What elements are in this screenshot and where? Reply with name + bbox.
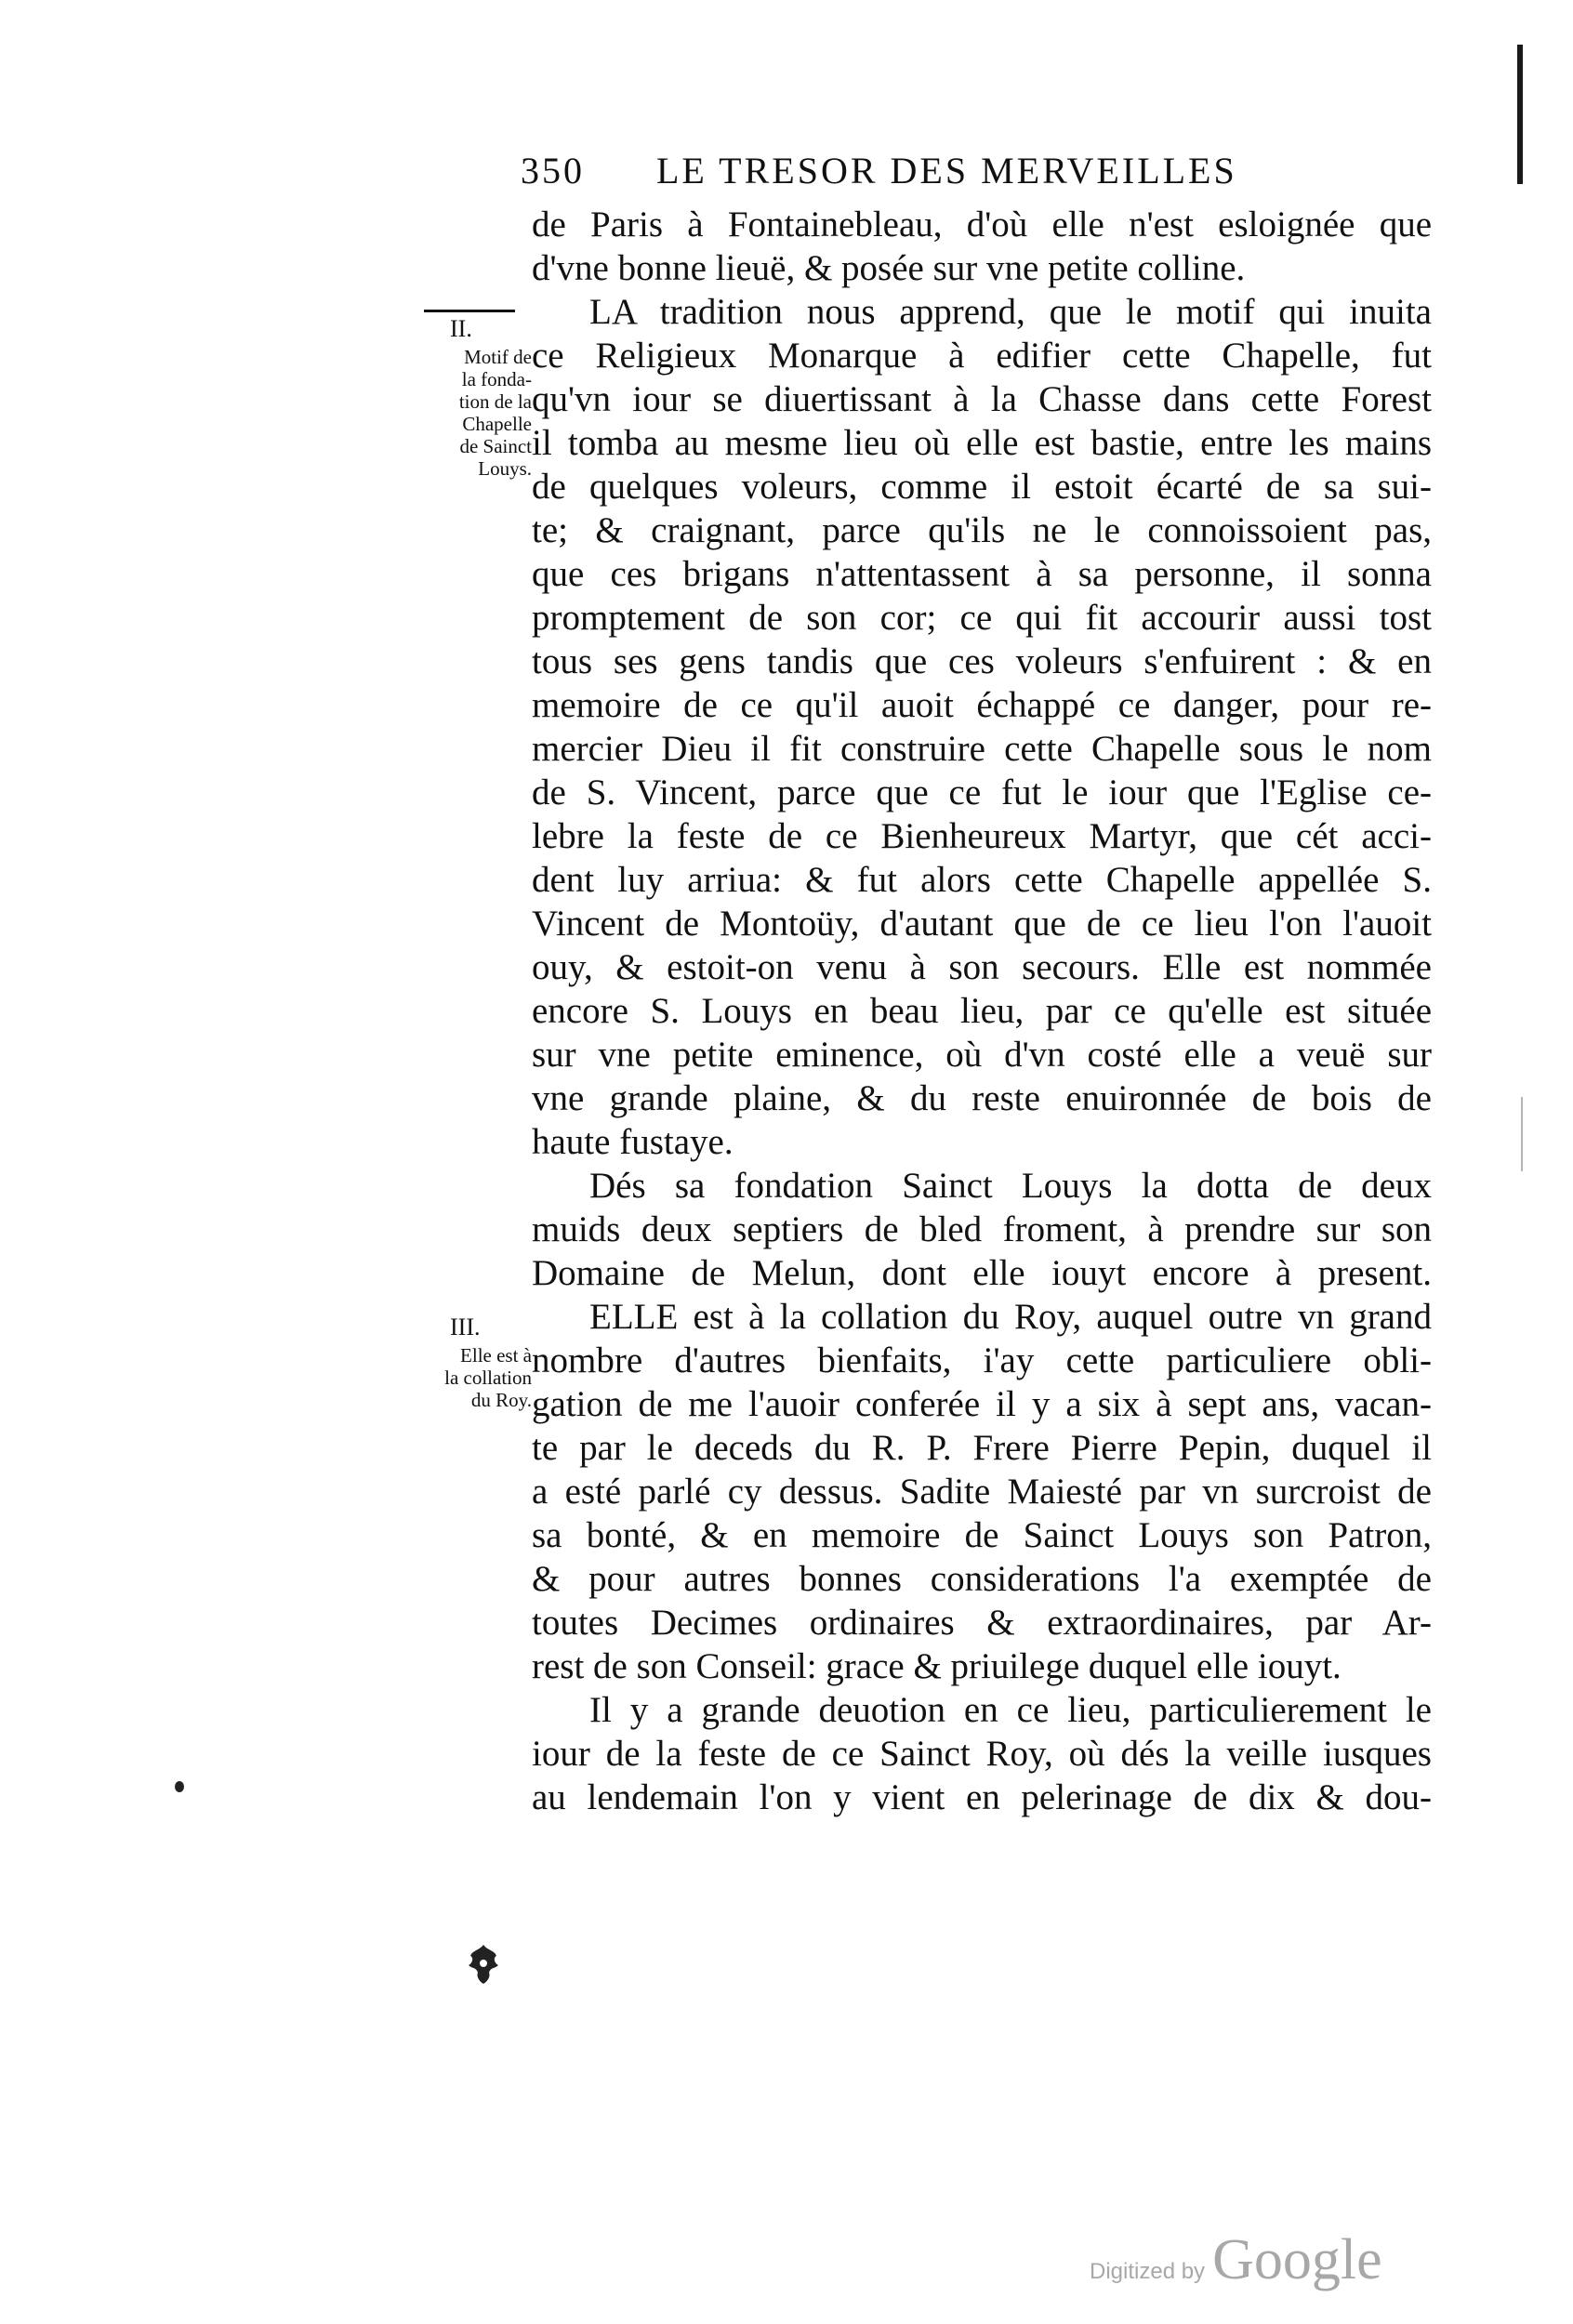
page-number: 350	[521, 150, 585, 191]
margin-note-line: tion de la	[458, 390, 532, 413]
text-line: d'vne bonne lieuë, & posée sur vne petite colline.	[532, 248, 1246, 288]
text-line: lebre la feste de ce Bienheureux Martyr, que cét acci-	[532, 816, 1432, 856]
margin-note-line: du Roy.	[470, 1389, 532, 1411]
page-edge-shadow	[1517, 45, 1523, 184]
text-line: memoire de ce qu'il auoit échappé ce danger, pour re-	[532, 685, 1432, 725]
running-title: LE TRESOR DES MERVEILLES	[656, 150, 1237, 191]
text-line: qu'vn iour se diuertissant à la Chasse dans cette Forest	[532, 379, 1432, 419]
margin-note-number: II.	[450, 315, 472, 342]
text-line: Il y a grande deuotion en ce lieu, particulierement le	[589, 1690, 1432, 1730]
text-line: Vincent de Montoüy, d'autant que de ce lieu l'on l'auoit	[532, 904, 1432, 944]
text-line: que ces brigans n'attentassent à sa personne, il sonna	[532, 554, 1432, 594]
text-line: Domaine de Melun, dont elle iouyt encore à present.	[532, 1253, 1432, 1293]
printer-ornament-icon	[467, 1943, 500, 1986]
text-line: rest de son Conseil: grace & priuilege duquel elle iouyt.	[532, 1646, 1342, 1686]
text-line: mercier Dieu il fit construire cette Chapelle sous le nom	[532, 729, 1432, 769]
text-line: te par le deceds du R. P. Frere Pierre Pepin, duquel il	[532, 1428, 1432, 1468]
margin-note-line: la fonda-	[461, 368, 532, 390]
text-line: gation de me l'auoir conferée il y a six à sept ans, vacan-	[532, 1384, 1432, 1424]
margin-note-line: Elle est à	[460, 1344, 532, 1367]
digitized-watermark	[1090, 2227, 1382, 2293]
margin-note-number: III.	[450, 1314, 481, 1340]
text-line: sa bonté, & en memoire de Sainct Louys son Patron,	[532, 1515, 1432, 1555]
text-line: LA tradition nous apprend, que le motif qui inuita	[589, 292, 1432, 332]
margin-note-line: la collation	[444, 1367, 532, 1389]
margin-note-line: Louys.	[478, 457, 532, 480]
text-line: sur vne petite eminence, où d'vn costé elle a veuë sur	[532, 1035, 1432, 1075]
text-line: haute fustaye.	[532, 1122, 734, 1162]
text-line: de quelques voleurs, comme il estoit écarté de sa sui-	[532, 467, 1432, 507]
margin-note-line: de Sainct	[459, 435, 532, 457]
margin-note-section-3	[413, 1313, 532, 1411]
text-line: muids deux septiers de bled froment, à prendre sur son	[532, 1209, 1432, 1249]
text-line: ce Religieux Monarque à edifier cette Chapelle, fut	[532, 336, 1432, 376]
watermark-brand: Google	[1212, 2228, 1382, 2291]
body-text	[532, 203, 1432, 1819]
text-line: & pour autres bonnes considerations l'a exemptée de	[532, 1559, 1432, 1599]
text-line: de Paris à Fontainebleau, d'où elle n'est esloignée que	[532, 205, 1432, 244]
text-line: toutes Decimes ordinaires & extraordinaires, par Ar-	[532, 1603, 1432, 1643]
section-rule	[424, 310, 515, 312]
text-line: promptement de son cor; ce qui fit accourir aussi tost	[532, 598, 1432, 638]
text-line: au lendemain l'on y vient en pelerinage de dix & dou-	[532, 1777, 1432, 1817]
watermark-prefix: Digitized by	[1090, 2259, 1206, 2284]
margin-note-line: Motif de	[464, 346, 532, 368]
text-line: ouy, & estoit-on venu à son secours. Elle est nommée	[532, 947, 1432, 987]
text-line: vne grande plaine, & du reste enuironnée de bois de	[532, 1078, 1432, 1118]
text-line: il tomba au mesme lieu où elle est bastie, entre les mains	[532, 423, 1432, 463]
text-line: de S. Vincent, parce que ce fut le iour que l'Eglise ce-	[532, 772, 1432, 812]
ink-dot	[175, 1781, 184, 1792]
text-line: a esté parlé cy dessus. Sadite Maiesté par vn surcroist de	[532, 1472, 1432, 1512]
text-line: tous ses gens tandis que ces voleurs s'enfuirent : & en	[532, 641, 1432, 681]
margin-note-section-2	[413, 314, 532, 480]
text-line: iour de la feste de ce Sainct Roy, où dés la veille iusques	[532, 1734, 1432, 1774]
text-line: ELLE est à la collation du Roy, auquel outre vn grand	[589, 1297, 1432, 1337]
text-line: Dés sa fondation Sainct Louys la dotta de deux	[589, 1166, 1432, 1206]
text-line: encore S. Louys en beau lieu, par ce qu'elle est située	[532, 991, 1432, 1031]
running-head	[521, 149, 1450, 201]
text-line: nombre d'autres bienfaits, i'ay cette particuliere obli-	[532, 1340, 1432, 1380]
text-line: te; & craignant, parce qu'ils ne le connoissoient pas,	[532, 510, 1432, 550]
page-edge-mark	[1521, 1097, 1523, 1171]
margin-note-line: Chapelle	[462, 413, 532, 435]
text-line: dent luy arriua: & fut alors cette Chapelle appellée S.	[532, 860, 1432, 900]
